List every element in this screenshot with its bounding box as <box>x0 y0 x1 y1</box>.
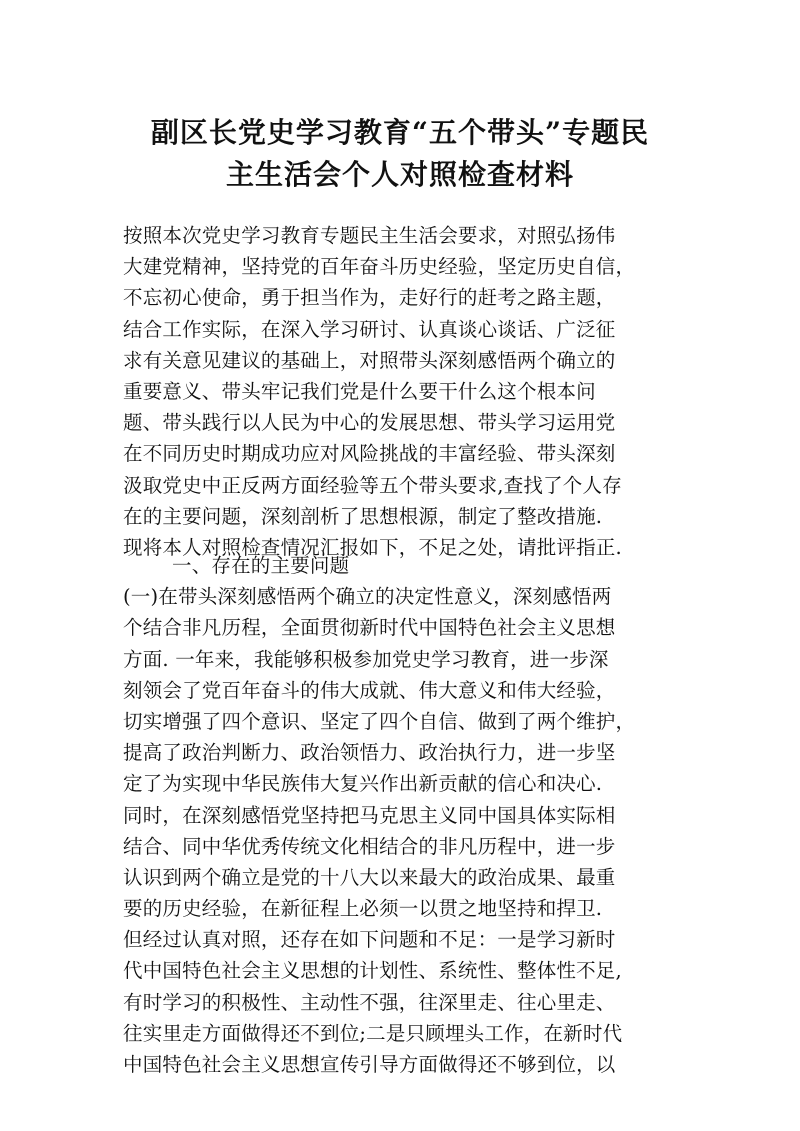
text-line: 同时，在深刻感悟党坚持把马克思主义同中国具体实际相 <box>123 803 616 827</box>
text-line: 重要意义、带头牢记我们党是什么要干什么这个根本问 <box>123 379 596 403</box>
text-line: (一)在带头深刻感悟两个确立的决定性意义，深刻感悟两 <box>123 585 612 609</box>
text-line: 代中国特色社会主义思想的计划性、系统性、整体性不足, <box>123 959 622 983</box>
text-line: 个结合非凡历程，全面贯彻新时代中国特色社会主义思想 <box>123 616 616 640</box>
text-line: 刻领会了党百年奋斗的伟大成就、伟大意义和伟大经验， <box>123 678 616 702</box>
text-line: 但经过认真对照，还存在如下问题和不足：一是学习新时 <box>123 928 616 952</box>
title-line-2: 主生活会个人对照检查材料 <box>225 158 574 191</box>
text-line: 提高了政治判断力、政治领悟力、政治执行力，进一步坚 <box>123 741 616 765</box>
text-line: 不忘初心使命，勇于担当作为，走好行的赶考之路主题， <box>123 286 616 310</box>
text-line: 往实里走方面做得还不到位;二是只顾埋头工作，在新时代 <box>123 1021 623 1045</box>
text-line: 要的历史经验，在新征程上必须一以贯之地坚持和捍卫. <box>123 897 603 921</box>
text-line: 中国特色社会主义思想宣传引导方面做得还不够到位，以 <box>123 1053 616 1076</box>
text-line: 按照本次党史学习教育专题民主生活会要求，对照弘扬伟 <box>123 224 616 247</box>
section-problems <box>123 550 683 1080</box>
text-line: 有时学习的积极性、主动性不强，往深里走、往心里走、 <box>123 990 616 1014</box>
text-line: 现将本人对照检查情况汇报如下，不足之处，请批评指正. <box>123 535 622 559</box>
text-line: 大建党精神，坚持党的百年奋斗历史经验，坚定历史自信， <box>123 255 636 279</box>
text-line: 求有关意见建议的基础上，对照带头深刻感悟两个确立的 <box>123 348 616 372</box>
text-line: 在不同历史时期成功应对风险挑战的丰富经验、带头深刻 <box>123 442 616 466</box>
title-line-1: 副区长党史学习教育“五个带头”专题民 <box>150 116 650 149</box>
section-heading: 一、存在的主要问题 <box>172 554 350 577</box>
text-line: 在的主要问题，深刻剖析了思想根源，制定了整改措施. <box>123 504 603 528</box>
text-line: 结合、同中华优秀传统文化相结合的非凡历程中，进一步 <box>123 834 616 858</box>
text-line: 题、带头践行以人民为中心的发展思想、带头学习运用党 <box>123 411 616 435</box>
text-line: 定了为实现中华民族伟大复兴作出新贡献的信心和决心. <box>123 772 603 796</box>
document-title <box>120 112 680 196</box>
intro-paragraph <box>123 220 683 563</box>
text-line: 结合工作实际，在深入学习研讨、认真谈心谈话、广泛征 <box>123 317 616 341</box>
text-line: 汲取党史中正反两方面经验等五个带头要求,查找了个人存 <box>123 473 622 497</box>
text-line: 认识到两个确立是党的十八大以来最大的政治成果、最重 <box>123 865 616 889</box>
text-line: 方面. 一年来，我能够积极参加党史学习教育，进一步深 <box>123 647 609 671</box>
text-line: 切实增强了四个意识、坚定了四个自信、做到了两个维护， <box>123 709 636 733</box>
